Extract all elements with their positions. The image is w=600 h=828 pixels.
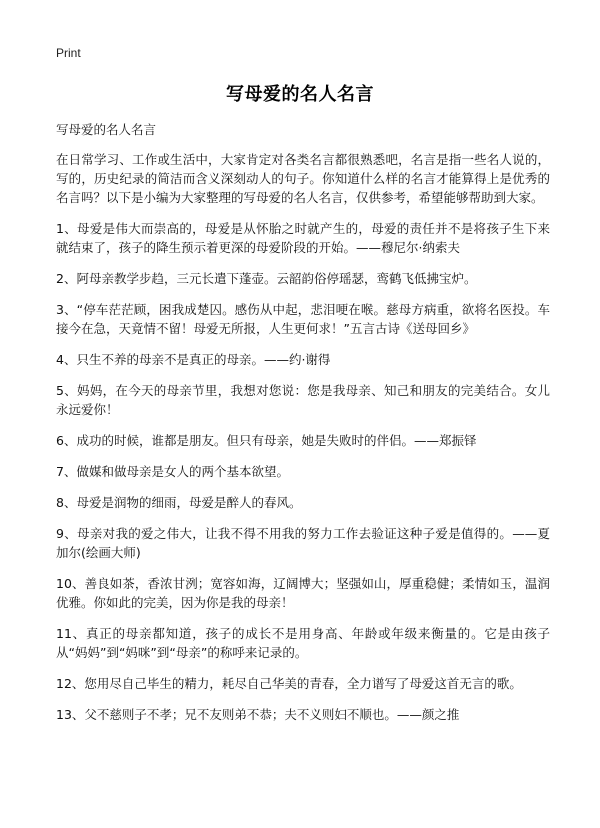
quote-item: 6、成功的时候，谁都是朋友。但只有母亲，她是失败时的伴侣。——郑振铎 — [56, 433, 477, 448]
quote-item: 7、做媒和做母亲是女人的两个基本欲望。 — [56, 464, 289, 479]
quote-item: 5、妈妈，在今天的母亲节里，我想对您说：您是我母亲、知己和朋友的完美结合。女儿永远爱你！ — [56, 383, 550, 417]
quote-item: 4、只生不养的母亲不是真正的母亲。——约·谢得 — [56, 352, 331, 367]
article-body — [56, 150, 550, 736]
quote-item: 2、阿母亲教学步趋，三元长遣下蓬壶。云韶韵俗停瑶瑟，鸾鹤飞低拂宝炉。 — [56, 271, 477, 286]
subtitle: 写母爱的名人名言 — [56, 122, 157, 137]
quote-item: 12、您用尽自己毕生的精力，耗尽自己华美的青春，全力谱写了母爱这首无言的歌。 — [56, 676, 522, 691]
quote-item: 1、母爱是伟大而崇高的，母爱是从怀胎之时就产生的，母爱的责任并不是将孩子生下来就结束了，孩子的降生预示着更深的母爱阶段的开始。——穆尼尔·纳索夫 — [56, 221, 550, 255]
quote-item: 11、真正的母亲都知道，孩子的成长不是用身高、年龄或年级来衡量的。它是由孩子从“妈妈”到“妈咪”到“母亲”的称呼来记录的。 — [56, 626, 550, 660]
quote-item: 8、母爱是润物的细雨，母爱是醉人的春风。 — [56, 495, 302, 510]
print-label: Print — [56, 46, 81, 60]
quote-item: 13、父不慈则子不孝；兄不友则弟不恭；夫不义则妇不顺也。——颜之推 — [56, 707, 460, 722]
quote-item: 3、“停车茫茫顾，困我成楚囚。感伤从中起，悲泪哽在喉。慈母方病重，欲将名医投。车接今在急，天竟情不留！母爱无所报，人生更何求！”五言古诗《送母回乡》 — [56, 302, 550, 336]
quote-item: 10、善良如茶，香浓甘洌；宽容如海，辽阔博大；坚强如山，厚重稳健；柔情如玉，温润优雅。你如此的完美，因为你是我的母亲！ — [56, 576, 550, 610]
quote-item: 9、母亲对我的爱之伟大，让我不得不用我的努力工作去验证这种子爱是值得的。——夏加尔(绘画大师) — [56, 526, 550, 560]
page-title: 写母爱的名人名言 — [226, 84, 374, 105]
intro-paragraph: 在日常学习、工作或生活中，大家肯定对各类名言都很熟悉吧，名言是指一些名人说的，写的，历史纪录的简洁而含义深刻动人的句子。你知道什么样的名言才能算得上是优秀的名言吗？以下是小编为大家整理的写母爱的名人名言，仅供参考，希望能够帮助到大家。 — [56, 152, 550, 205]
